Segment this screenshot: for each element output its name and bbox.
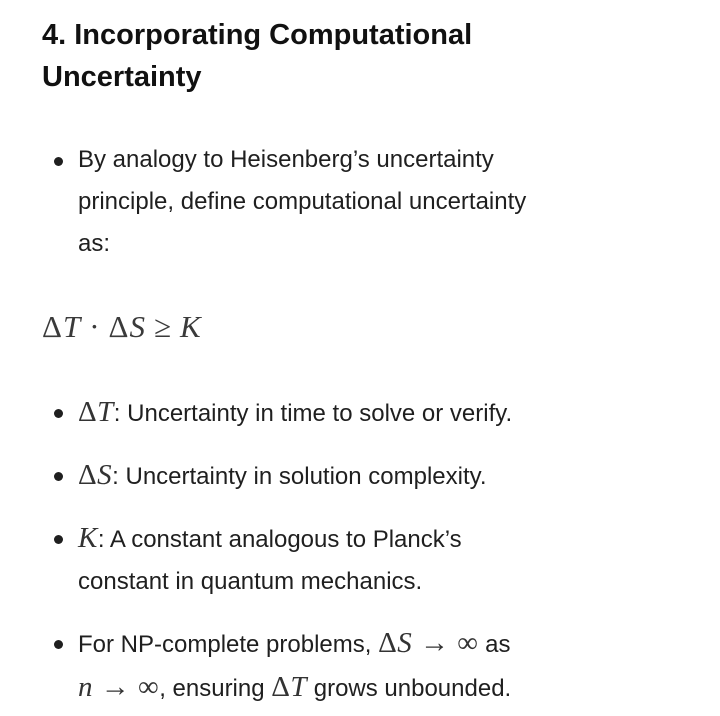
eq-delta-2: Δ [108, 309, 130, 344]
math-delta-s-to-infinity: ΔS → ∞ [378, 627, 479, 659]
eq-dot: · [89, 309, 101, 344]
intro-line-2: principle, define computational uncertainty [78, 188, 527, 215]
definition-description-line-1: : A constant analogous to Planck’s [97, 526, 462, 553]
definition-delta-s [54, 454, 674, 498]
definition-text [78, 517, 674, 603]
symbol-delta-t: ΔT [78, 396, 114, 428]
definition-description: : Uncertainty in solution complexity. [112, 463, 487, 490]
definition-description-line-2: constant in quantum mechanics. [78, 568, 423, 595]
bullet-dot [54, 640, 63, 649]
bullet-dot [54, 472, 63, 481]
definition-k [54, 517, 674, 603]
intro-line-1: By analogy to Heisenberg’s uncertainty [78, 146, 494, 173]
symbol-delta-s: ΔS [78, 459, 113, 491]
intro-bullet-text [78, 139, 674, 265]
eq-K: K [179, 309, 202, 344]
definition-description: : Uncertainty in time to solve or verify. [113, 400, 513, 427]
eq-T: T [62, 309, 82, 344]
definition-delta-t [54, 391, 674, 435]
math-delta-t: ΔT [271, 671, 308, 703]
section-heading [42, 14, 682, 98]
eq-geq: ≥ [153, 309, 172, 344]
bullet-dot [54, 409, 63, 418]
math-n-to-infinity: n → ∞ [78, 671, 160, 703]
eq-S: S [129, 309, 146, 344]
bullet-dot [54, 535, 63, 544]
symbol-k: K [78, 522, 98, 554]
definition-text [78, 454, 674, 498]
np-complete-bullet [54, 622, 674, 710]
np-complete-text: For NP-complete problems, ΔS → ∞ as n → ∞, ensuring ΔT grows unbounded. [78, 627, 512, 703]
definition-text [78, 391, 674, 435]
heading-line-1: 4. Incorporating Computational [42, 19, 473, 51]
bullet-dot [54, 157, 63, 166]
heading-line-2: Uncertainty [42, 61, 202, 93]
uncertainty-equation [42, 306, 202, 348]
eq-delta-1: Δ [42, 309, 63, 344]
intro-bullet [54, 139, 674, 265]
intro-line-3: as: [78, 230, 111, 257]
